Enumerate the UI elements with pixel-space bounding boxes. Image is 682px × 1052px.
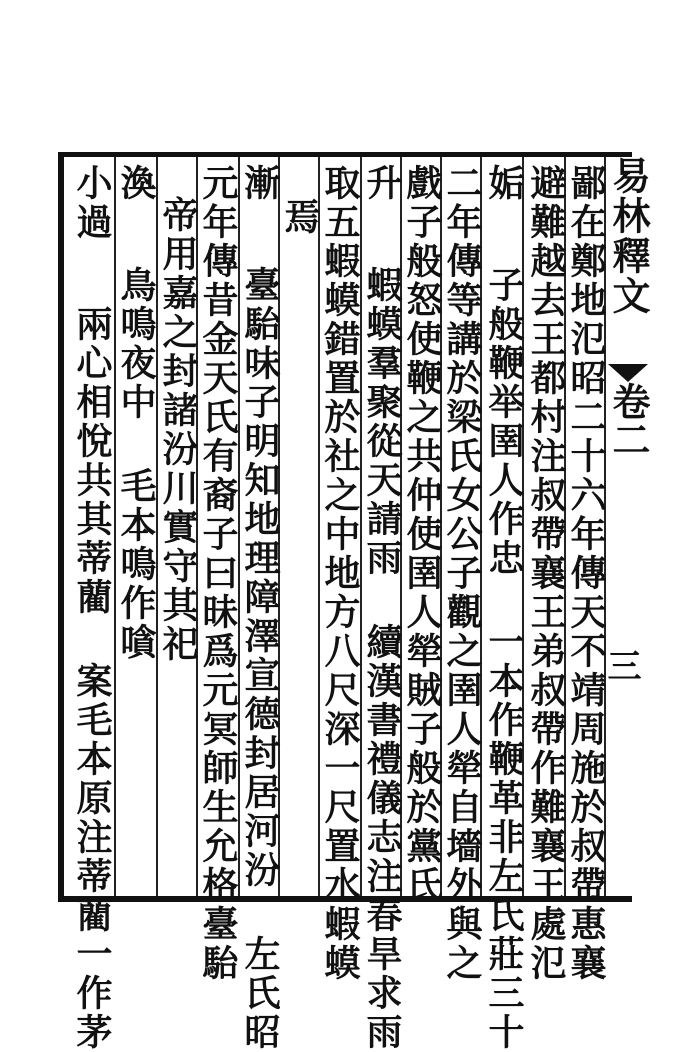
folio-number: 三 [601,648,641,682]
hexagram-heading: 小過 [71,164,113,242]
text-column-4 [442,164,482,983]
book-title: 易林釋文 [606,156,651,316]
text-column-9 [240,164,280,1052]
juan-label: 卷二 [606,382,651,458]
column-text: 二年傳等講於梁氏女公子觀之圉人犖自墻外與之 [441,164,483,983]
column-text: 鄙在鄭地氾昭二十六年傳天不靖周施於叔帶惠襄 [565,164,607,983]
hexagram-heading: 升 [361,164,403,203]
column-text: 焉 [279,198,321,237]
column-text: 臺駘味子明知地理障澤宣德封居河汾 左氏昭 [239,266,281,1052]
text-column-10 [198,164,238,983]
column-text: 取五蝦蟆錯置於社之中地方八尺深一尺置水蝦蟆 [319,164,361,983]
column-text: 避難越去王都村注叔帶襄王弟叔帶作難襄王處氾 [525,164,567,983]
column-text: 戲子般怒使鞭之共仲使圉人犖賊子般於黨氏 [401,164,443,905]
text-column-12 [116,164,156,662]
text-column-1 [566,164,606,983]
column-text: 鳥鳴夜中 毛本鳴作嗿 [115,266,157,662]
text-column-5 [402,164,442,905]
text-column-3 [484,164,524,1052]
hexagram-heading: 姤 [483,164,525,203]
text-column-11 [158,196,198,664]
column-text: 子般鞭举圉人作忠 一本作鞭革非左氏莊三十 [483,266,525,1052]
column-text: 帝用嘉之封諸汾川實守其祀 [157,196,199,664]
frame-left-rule [58,152,64,902]
hexagram-heading: 渙 [115,164,157,203]
text-column-7 [320,164,360,983]
text-column-8 [280,198,320,237]
text-column-2 [526,164,566,983]
column-text: 兩心相悅共其蒂藺 案毛本原注蒂藺一作茅 [71,305,113,1052]
column-text: 蝦蟆羣聚從天請雨 續漢書禮儀志注春旱求雨 [361,266,403,1052]
fishtail-mark-icon [608,364,648,382]
text-column-6 [362,164,402,1052]
frame-top-rule [60,152,632,157]
hexagram-heading: 漸 [239,164,281,203]
column-text: 元年傳昔金天氏有裔子曰昧爲元冥師生允格臺駘 [197,164,239,983]
text-column-13 [72,164,112,1052]
